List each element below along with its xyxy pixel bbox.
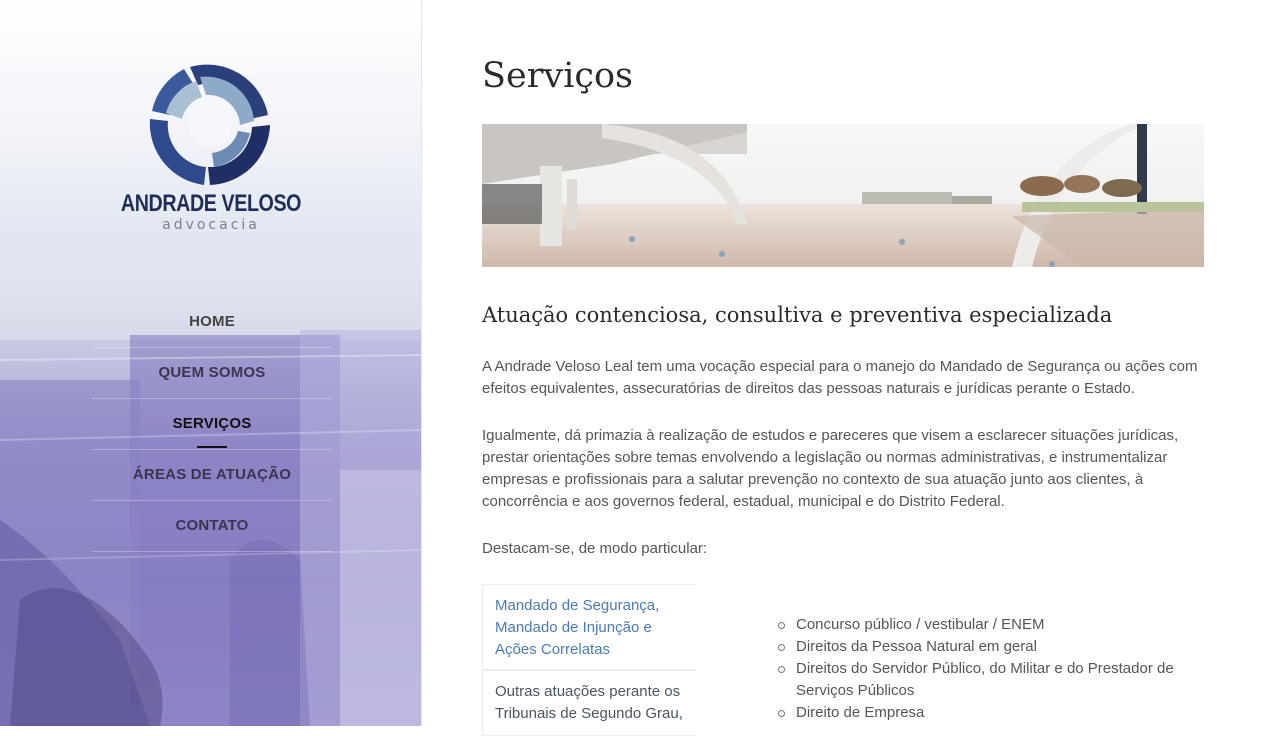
hero-banner-image <box>482 124 1204 267</box>
intro-paragraph: A Andrade Veloso Leal tem uma vocação especial para o manejo do Mandado de Segurança ou ações com efeitos equivalentes, assecuratórias de direitos das pessoas naturais e jurídicas perante o Estado. <box>482 358 1198 397</box>
list-item-label: Direitos da Pessoa Natural em geral <box>796 638 1037 655</box>
bullet-icon <box>778 622 785 629</box>
brand-subtitle: advocacia <box>162 217 260 233</box>
sidebar <box>0 0 422 726</box>
list-item <box>778 702 1208 724</box>
service-tabs <box>482 584 696 736</box>
list-item <box>778 614 1208 636</box>
bullet-icon <box>778 644 785 651</box>
nav-quem-somos[interactable]: QUEM SOMOS <box>92 348 332 399</box>
bullet-icon <box>778 710 785 717</box>
tab-outras-atuacoes[interactable]: Outras atuações perante os Tribunais de Segundo Grau, <box>482 670 696 736</box>
nav-servicos-label: SERVIÇOS <box>172 415 252 432</box>
list-item-label: Direito de Empresa <box>796 704 925 721</box>
brand-name: ANDRADE VELOSO <box>120 190 302 217</box>
active-indicator <box>197 446 227 448</box>
list-item-label: Direitos do Servidor Público, do Militar e do Prestador de Serviços Públicos <box>796 660 1174 699</box>
list-item <box>778 658 1208 702</box>
section-heading: Atuação contenciosa, consultiva e preventiva especializada <box>482 303 1113 327</box>
nav-servicos[interactable] <box>92 399 332 450</box>
studies-paragraph: Igualmente, dá primazia à realização de estudos e pareceres que visem a esclarecer situações jurídicas, prestar orientações sobre temas envolvendo a legislação ou normas administrativas, e instrumentalizar empresas e profissionais para a salutar prevenção no contexto de sua atuação junto aos clientes, à concorrência e aos governos federal, estadual, municipal e do Distrito Federal. <box>482 427 1179 510</box>
list-item <box>778 636 1208 658</box>
nav-contato[interactable]: CONTATO <box>92 501 332 552</box>
page-title: Serviços <box>482 56 634 96</box>
nav-areas-de-atuacao[interactable]: ÁREAS DE ATUAÇÃO <box>92 450 332 501</box>
highlights-intro: Destacam-se, de modo particular: <box>482 540 708 557</box>
nav-home[interactable]: HOME <box>92 297 332 348</box>
bullet-icon <box>778 666 785 673</box>
main-nav <box>92 297 332 552</box>
list-item-label: Concurso público / vestibular / ENEM <box>796 616 1045 633</box>
tab-mandado-de-seguranca[interactable]: Mandado de Segurança, Mandado de Injunção e Ações Correlatas <box>482 584 696 670</box>
services-list <box>778 614 1208 724</box>
